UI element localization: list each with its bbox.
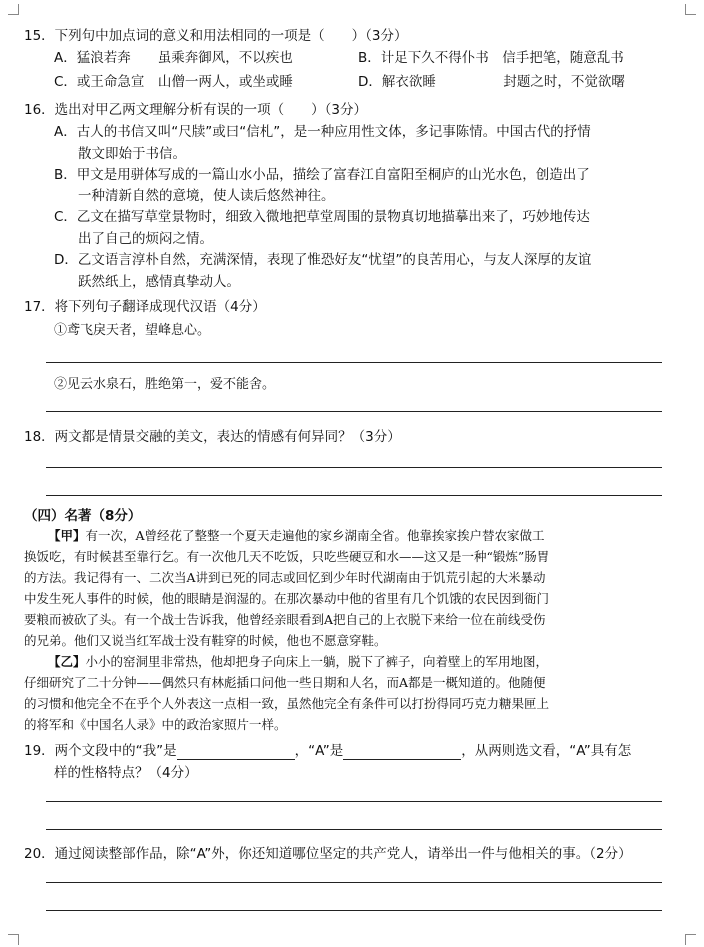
q15-option-c: C．或王命急宣 山僧一两人，或坐或睡 (54, 74, 293, 90)
q16-option-c-line2: 出了自己的烦闷之情。 (78, 231, 213, 247)
answer-line[interactable] (46, 411, 662, 412)
question-15-stem: 15．下列句中加点词的意义和用法相同的一项是（ ）（3分） (24, 28, 408, 44)
q15-option-b: B．计足下久不得仆书 信手把笔，随意乱书 (358, 50, 624, 66)
q16-option-a-line1: A．古人的书信又叫“尺牍”或曰“信札”，是一种应用性文体，多记事陈情。中国古代的抒情 (54, 124, 591, 140)
question-16-stem: 16．选出对甲乙两文理解分析有误的一项（ ）（3分） (24, 102, 368, 118)
q16-option-b-line2: 一种清新自然的意境，使人读后悠然神往。 (78, 188, 335, 204)
question-19-stem: 19．两个文段中的“我”是 ，“A”是 ，从两则选文看，“A”具有怎 (24, 743, 632, 759)
question-20-stem: 20．通过阅读整部作品，除“A”外，你还知道哪位坚定的共产党人，请举出一件与他相关的事。（2分） (24, 846, 632, 862)
q16-option-c-line1: C．乙文在描写草堂景物时，细致入微地把草堂周围的景物真切地描摹出来了，巧妙地传达 (54, 209, 590, 225)
answer-line[interactable] (46, 362, 662, 363)
q15-option-d: D．解衣欲睡 封题之时，不觉欲曙 (358, 74, 625, 90)
answer-line[interactable] (46, 467, 662, 468)
passage-yi-label: 【乙】 (48, 654, 86, 669)
q16-option-b-line1: B．甲文是用骈体写成的一篇山水小品，描绘了富春江自富阳至桐庐的山光水色，创造出了 (54, 167, 590, 183)
q16-option-d-line1: D．乙文语言淳朴自然，充满深情，表现了惟恐好友“忧望”的良苦用心，与友人深厚的友谊 (54, 252, 592, 268)
fill-blank-a[interactable] (343, 745, 461, 760)
q17-sentence-1: ①鸢飞戾天者，望峰息心。 (54, 323, 211, 338)
corner-mark (8, 4, 19, 15)
passage-yi: 【乙】小小的窑洞里非常热，他却把身子向床上一躺，脱下了裤子，向着壁上的军用地图， 仔细研究了二十分钟——偶然只有林彪插口问他一些日期和人名，而A都是一概知道的。他随便 的习惯和他完全不在乎个人外表这一点相一致，虽然他完全有条件可以打扮得同巧克力糖果匣上 的将军和《中国名人录》中的政治家照片一样。 (24, 654, 550, 732)
answer-line[interactable] (46, 882, 662, 883)
section-4-title: （四）名著（8分） (24, 508, 142, 524)
q15-option-a: A．猛浪若奔 虽乘奔御风，不以疾也 (54, 50, 293, 66)
fill-blank-wo[interactable] (177, 745, 295, 760)
passage-jia: 【甲】有一次，A曾经花了整整一个夏天走遍他的家乡湖南全省。他靠挨家挨户替农家做工 换饭吃，有时候甚至靠行乞。有一次他几天不吃饭，只吃些硬豆和水——这又是一种“锻炼”肠胃 的方法。我记得有一、二次当A讲到已死的同志或回忆到少年时代湖南由于饥荒引起的大米暴动 中发生死人事件的时候，他的眼睛是润湿的。在那次暴动中他的省里有几个饥饿的农民因到衙门 要粮而被砍了头。有一个战士告诉我，他曾经亲眼看到A把自己的上衣脱下来给一位在前线受伤 的兄弟。他们又说当红军战士没有鞋穿的时候，他也不愿意穿鞋。 (24, 528, 550, 648)
answer-line[interactable] (46, 495, 662, 496)
answer-line[interactable] (46, 801, 662, 802)
question-19-stem-line2: 样的性格特点？（4分） (54, 765, 198, 781)
answer-line[interactable] (46, 829, 662, 830)
corner-mark (685, 934, 696, 945)
passage-jia-label: 【甲】 (48, 528, 86, 543)
q16-option-d-line2: 跃然纸上，感情真挚动人。 (78, 274, 240, 290)
corner-mark (8, 934, 19, 945)
answer-line[interactable] (46, 910, 662, 911)
question-17-stem: 17．将下列句子翻译成现代汉语（4分） (24, 299, 266, 315)
corner-mark (685, 4, 696, 15)
q16-option-a-line2: 散文即始于书信。 (78, 146, 186, 162)
q17-sentence-2: ②见云水泉石，胜绝第一，爱不能舍。 (54, 377, 276, 392)
question-18-stem: 18．两文都是情景交融的美文，表达的情感有何异同？（3分） (24, 429, 401, 445)
